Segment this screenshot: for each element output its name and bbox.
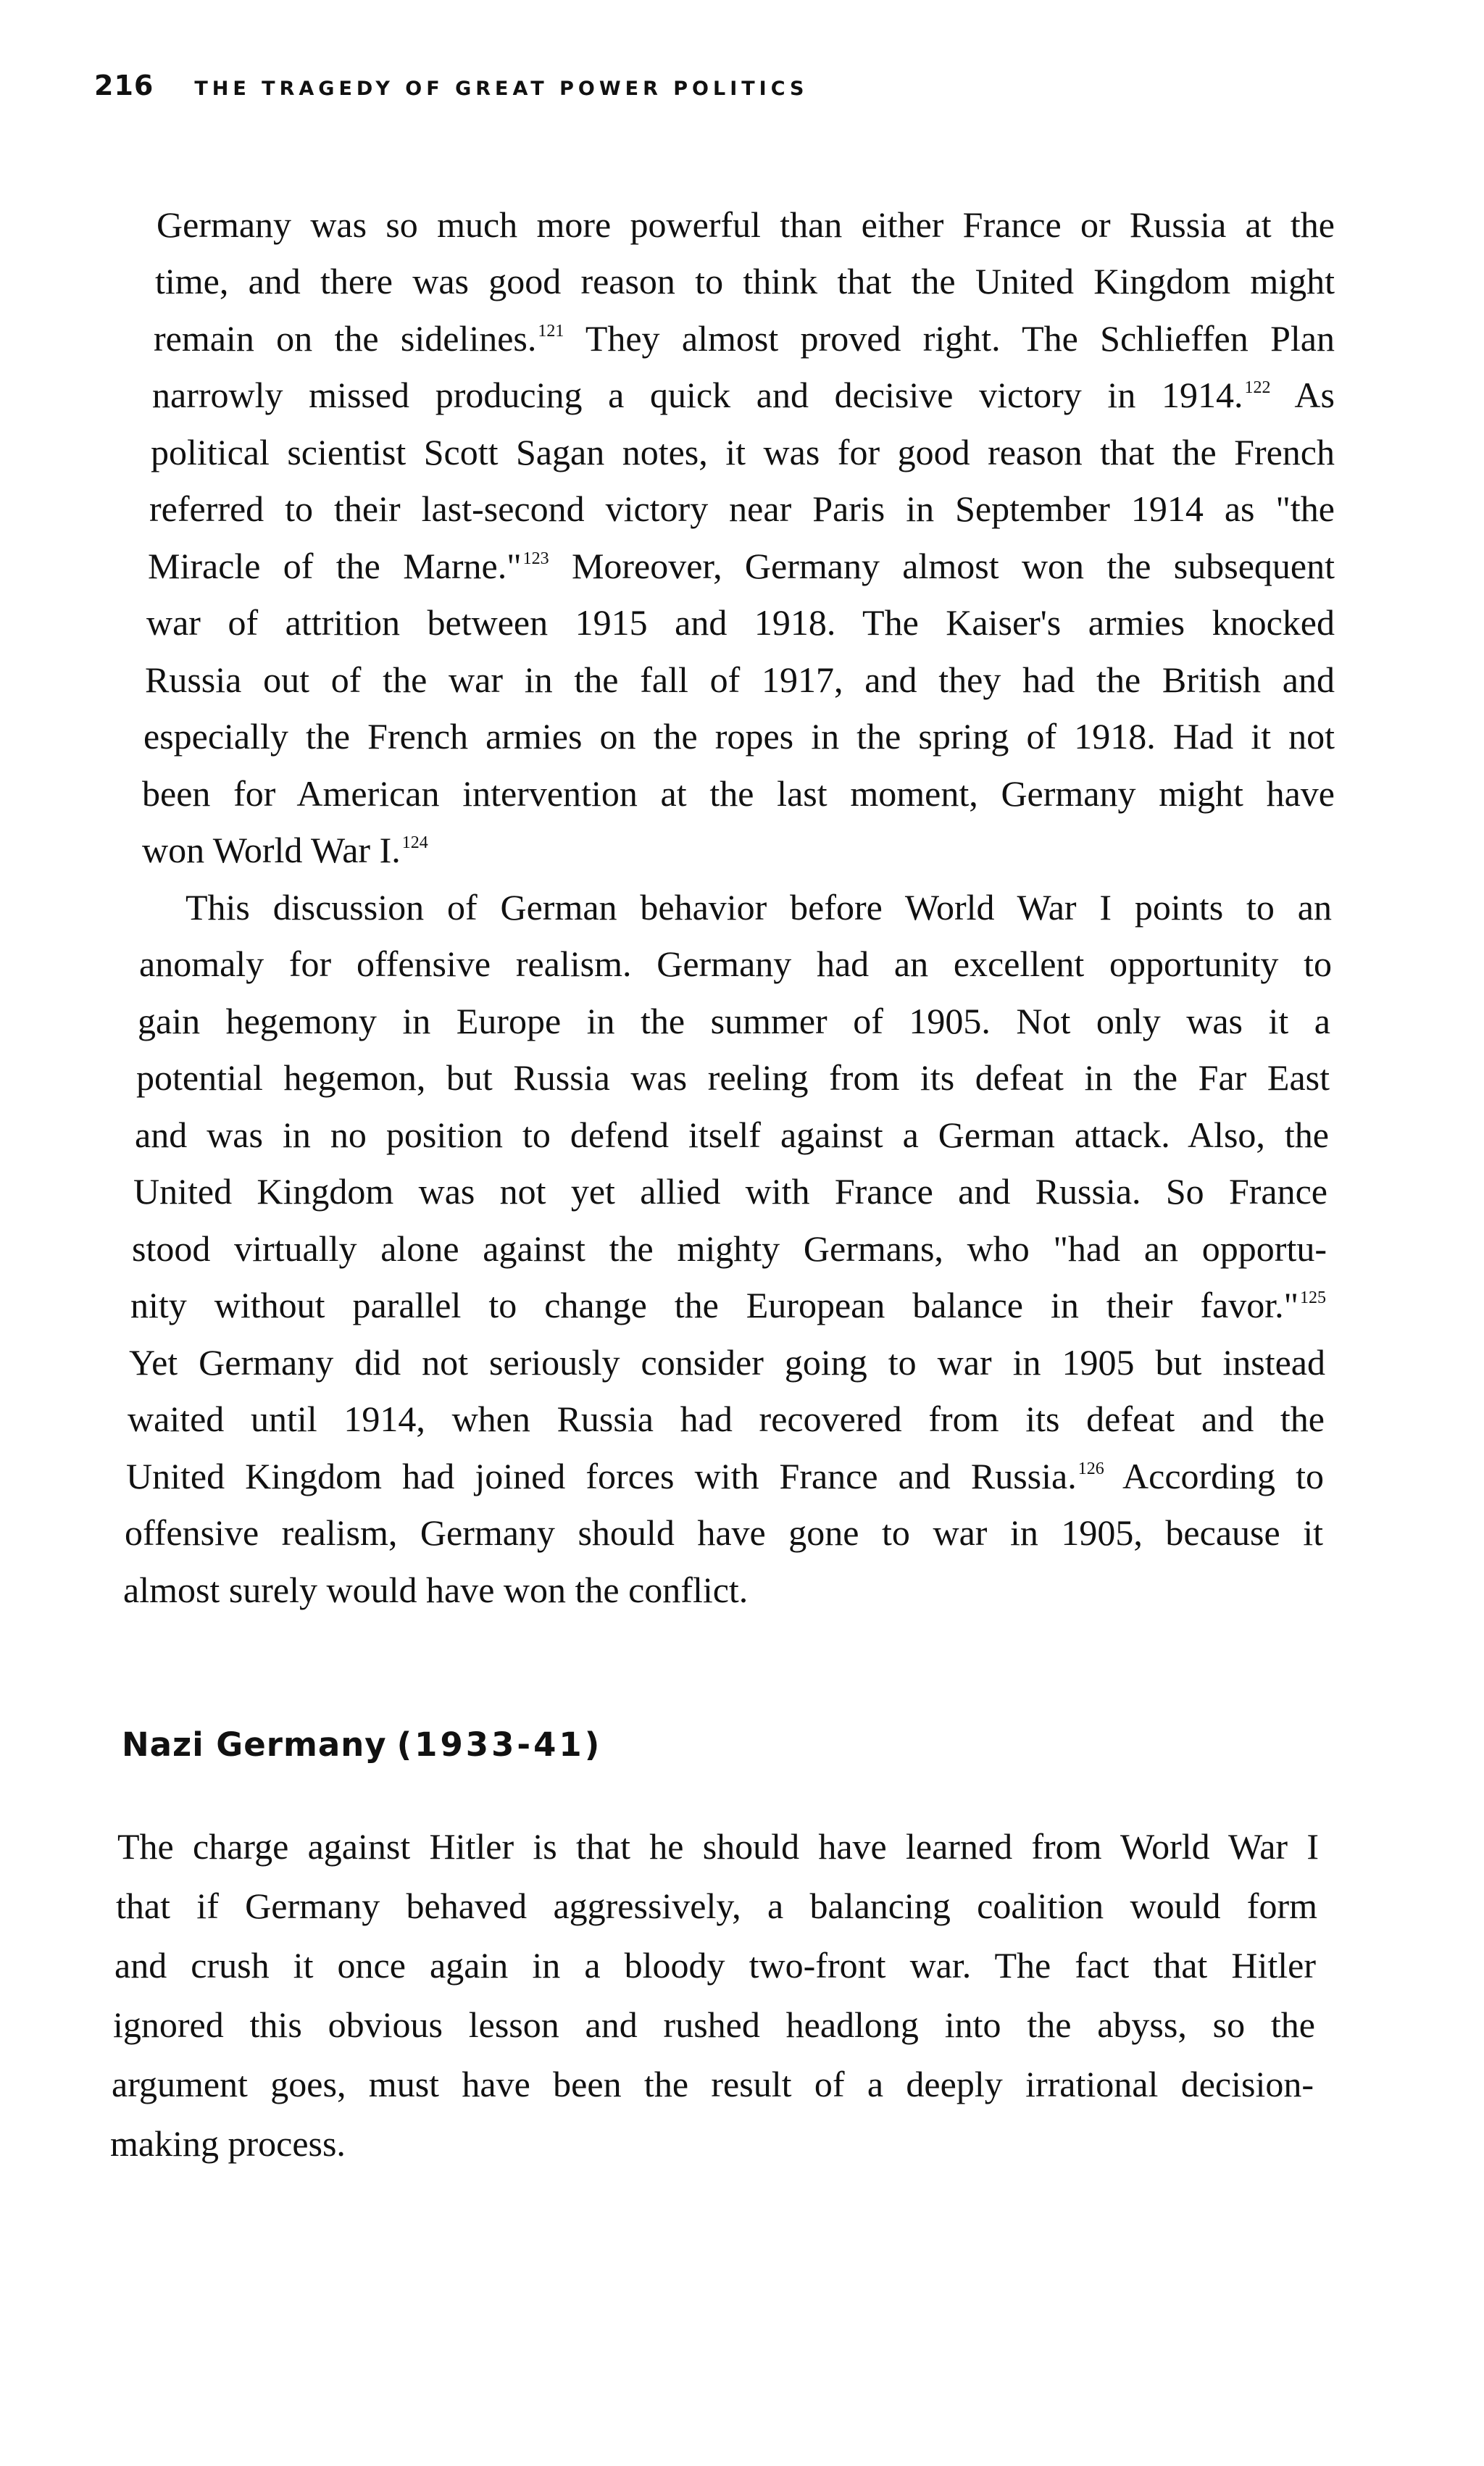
section-heading bbox=[122, 1725, 602, 1764]
text-line: and was in no position to defend itself against a German attack. Also, the bbox=[135, 1115, 1329, 1155]
text-line: Germany was so much more powerful than either France or Russia at the bbox=[157, 204, 1335, 245]
text-line: political scientist Scott Sagan notes, it was for good reason that the French bbox=[151, 432, 1335, 472]
text-line: ignored this obvious lesson and rushed headlong into the abyss, so the bbox=[113, 2004, 1315, 2045]
text-line: gain hegemony in Europe in the summer of 1905. Not only was it a bbox=[138, 1001, 1330, 1041]
text-line: Yet Germany did not seriously consider going to war in 1905 but instead bbox=[129, 1342, 1325, 1383]
text-line: argument goes, must have been the result of a deeply irrational decision- bbox=[112, 2064, 1314, 2104]
text-line: referred to their last-second victory near Paris in September 1914 as "the bbox=[149, 488, 1335, 529]
text-line: narrowly missed producing a quick and decisive victory in 1914.$^{122}$ As bbox=[152, 375, 1335, 415]
text-line: The charge against Hitler is that he should have learned from World War I bbox=[117, 1826, 1319, 1867]
text-line: Miracle of the Marne."$^{123}$ Moreover, Germany almost won the subsequent bbox=[148, 546, 1335, 586]
text-line: stood virtually alone against the mighty Germans, who "had an opportu- bbox=[132, 1228, 1327, 1269]
text-line: been for American intervention at the last moment, Germany might have bbox=[142, 773, 1335, 814]
text-line: won World War I.$^{124}$ bbox=[142, 830, 428, 870]
footnote-ref: 121 bbox=[538, 322, 564, 341]
section-heading-title: Nazi Germany bbox=[122, 1725, 387, 1764]
footnote-ref: 126 bbox=[1077, 1459, 1104, 1478]
text-line: making process. bbox=[110, 2123, 346, 2164]
text-line: Russia out of the war in the fall of 1917, and they had the British and bbox=[145, 659, 1335, 700]
running-title: THE TRAGEDY OF GREAT POWER POLITICS bbox=[194, 78, 809, 100]
text-line: and crush it once again in a bloody two-front war. The fact that Hitler bbox=[114, 1945, 1316, 1986]
text-line: offensive realism, Germany should have gone to war in 1905, because it bbox=[125, 1512, 1323, 1553]
text-line: that if Germany behaved aggressively, a balancing coalition would form bbox=[116, 1886, 1317, 1926]
section-heading-years: (1933-41) bbox=[396, 1725, 603, 1764]
running-head bbox=[94, 70, 808, 101]
text-line: remain on the sidelines.$^{121}$ They almost proved right. The Schlieffen Plan bbox=[154, 318, 1335, 359]
text-line: war of attrition between 1915 and 1918. The Kaiser's armies knocked bbox=[146, 602, 1335, 643]
text-line: United Kingdom had joined forces with France and Russia.$^{126}$ According to bbox=[126, 1456, 1324, 1496]
text-line: United Kingdom was not yet allied with France and Russia. So France bbox=[133, 1171, 1327, 1212]
text-line: This discussion of German behavior before World War I points to an bbox=[186, 887, 1332, 928]
text-line: potential hegemon, but Russia was reeling from its defeat in the Far East bbox=[136, 1057, 1330, 1098]
text-line: especially the French armies on the ropes in the spring of 1918. Had it not bbox=[143, 716, 1335, 757]
page-number: 216 bbox=[94, 70, 154, 101]
footnote-ref: 122 bbox=[1244, 378, 1271, 397]
text-line: almost surely would have won the conflict. bbox=[123, 1570, 749, 1610]
footnote-ref: 125 bbox=[1300, 1288, 1326, 1307]
footnote-ref: 123 bbox=[522, 549, 549, 568]
text-line: time, and there was good reason to think that the United Kingdom might bbox=[155, 261, 1335, 301]
text-line: nity without parallel to change the European balance in their favor."$^{125}$ bbox=[130, 1285, 1326, 1325]
footnote-ref: 124 bbox=[401, 833, 428, 852]
text-line: anomaly for offensive realism. Germany had an excellent opportunity to bbox=[139, 944, 1332, 984]
text-line: waited until 1914, when Russia had recovered from its defeat and the bbox=[128, 1399, 1325, 1439]
